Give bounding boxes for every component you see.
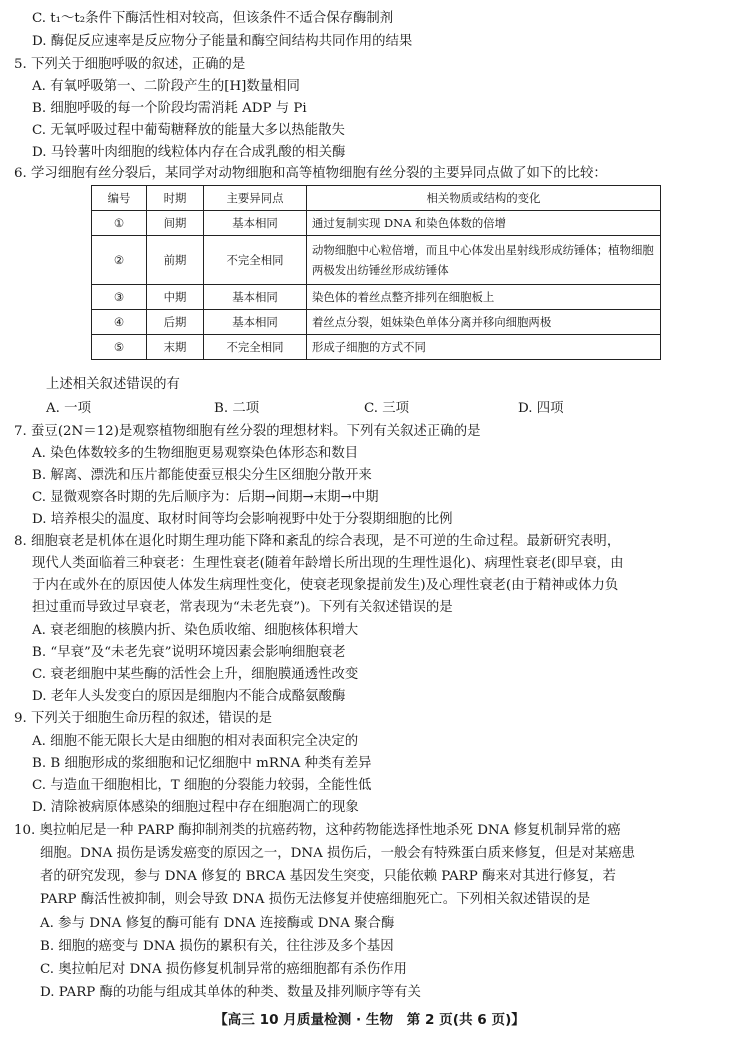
cell-phase: 中期 xyxy=(147,285,204,310)
q9-option-a: A. 细胞不能无限长大是由细胞的相对表面积完全决定的 xyxy=(32,734,359,749)
q7-option-a: A. 染色体数较多的生物细胞更易观察染色体形态和数目 xyxy=(32,446,359,461)
q6-option-a: A. 一项 xyxy=(46,401,91,416)
q5-option-b: B. 细胞呼吸的每一个阶段均需消耗 ADP 与 Pi xyxy=(32,101,307,116)
cell-number: ① xyxy=(92,211,147,236)
q6-option-c: C. 三项 xyxy=(364,401,410,416)
cell-phase: 间期 xyxy=(147,211,204,236)
q7-option-b: B. 解离、漂洗和压片都能使蚕豆根尖分生区细胞分散开来 xyxy=(32,468,372,483)
q9-stem: 9. 下列关于细胞生命历程的叙述，错误的是 xyxy=(14,711,273,726)
q10-stem-line-1: 10. 奥拉帕尼是一种 PARP 酶抑制剂类的抗癌药物，这种药物能选择性地杀死 DNA 修复机制异常的癌 xyxy=(14,823,621,838)
q8-stem-line-1: 8. 细胞衰老是机体在退化时期生理功能下降和紊乱的综合表现，是不可逆的生命过程。最新研究表明， xyxy=(14,534,621,549)
table-header-row xyxy=(92,186,661,211)
table-row xyxy=(92,211,661,236)
q8-stem-line-4: 担过重而导致过早衰老，常表现为“未老先衰”)。下列有关叙述错误的是 xyxy=(32,600,453,615)
table-row xyxy=(92,310,661,335)
q5-option-d: D. 马铃薯叶肉细胞的线粒体内存在合成乳酸的相关酶 xyxy=(32,145,346,160)
cell-phase: 前期 xyxy=(147,236,204,285)
q8-option-d: D. 老年人头发变白的原因是细胞内不能合成酪氨酸酶 xyxy=(32,689,346,704)
cell-change: 染色体的着丝点整齐排列在细胞板上 xyxy=(307,285,661,310)
q6-option-b: B. 二项 xyxy=(214,401,260,416)
header-number: 编号 xyxy=(92,186,147,211)
q9-option-c: C. 与造血干细胞相比，T 细胞的分裂能力较弱，全能性低 xyxy=(32,778,372,793)
cell-difference: 不完全相同 xyxy=(204,236,307,285)
cell-difference: 基本相同 xyxy=(204,310,307,335)
q8-stem-line-3: 于内在或外在的原因使人体发生病理性变化，使衰老现象提前发生)及心理性衰老(由于精神或体力负 xyxy=(32,578,619,593)
comparison-table xyxy=(91,185,661,360)
cell-phase: 后期 xyxy=(147,310,204,335)
q8-stem-line-2: 现代人类面临着三种衰老：生理性衰老(随着年龄增长所出现的生理性退化)、病理性衰老(即早衰，由 xyxy=(32,556,624,571)
q5-option-a: A. 有氧呼吸第一、二阶段产生的[H]数量相同 xyxy=(32,79,300,94)
table-row xyxy=(92,285,661,310)
cell-change: 通过复制实现 DNA 和染色体数的倍增 xyxy=(307,211,661,236)
cell-change: 形成子细胞的方式不同 xyxy=(307,335,661,360)
q8-option-a: A. 衰老细胞的核膜内折、染色质收缩、细胞核体积增大 xyxy=(32,623,359,638)
table-row xyxy=(92,335,661,360)
q4-option-c: C. t₁～t₂条件下酶活性相对较高，但该条件不适合保存酶制剂 xyxy=(32,11,394,26)
page-footer: 【高三 10 月质量检测 · 生物 第 2 页(共 6 页)】 xyxy=(214,1012,525,1028)
cell-change: 动物细胞中心粒倍增，而且中心体发出星射线形成纺锤体；植物细胞两极发出纺锤丝形成纺锤体 xyxy=(307,236,661,285)
q10-option-d: D. PARP 酶的功能与组成其单体的种类、数量及排列顺序等有关 xyxy=(40,985,421,1000)
q10-stem-line-3: 者的研究发现，参与 DNA 修复的 BRCA 基因发生突变，只能依赖 PARP 酶来对其进行修复，若 xyxy=(40,869,616,884)
cell-difference: 基本相同 xyxy=(204,285,307,310)
q10-option-c: C. 奥拉帕尼对 DNA 损伤修复机制异常的癌细胞都有杀伤作用 xyxy=(40,962,407,977)
cell-phase: 末期 xyxy=(147,335,204,360)
q7-option-c: C. 显微观察各时期的先后顺序为：后期→间期→末期→中期 xyxy=(32,490,379,505)
q7-stem: 7. 蚕豆(2N＝12)是观察植物细胞有丝分裂的理想材料。下列有关叙述正确的是 xyxy=(14,424,481,439)
header-change: 相关物质或结构的变化 xyxy=(307,186,661,211)
cell-difference: 不完全相同 xyxy=(204,335,307,360)
q5-stem: 5. 下列关于细胞呼吸的叙述，正确的是 xyxy=(14,57,246,72)
q9-option-b: B. B 细胞形成的浆细胞和记忆细胞中 mRNA 种类有差异 xyxy=(32,756,372,771)
q6-question: 上述相关叙述错误的有 xyxy=(46,377,180,392)
q10-stem-line-4: PARP 酶活性被抑制，则会导致 DNA 损伤无法修复并使癌细胞死亡。下列相关叙述错误的是 xyxy=(40,892,591,907)
q9-option-d: D. 清除被病原体感染的细胞过程中存在细胞凋亡的现象 xyxy=(32,800,359,815)
q10-stem-line-2: 细胞。DNA 损伤是诱发癌变的原因之一，DNA 损伤后，一般会有特殊蛋白质来修复，但是对某癌患 xyxy=(40,846,635,861)
table-row xyxy=(92,236,661,285)
q10-option-a: A. 参与 DNA 修复的酶可能有 DNA 连接酶或 DNA 聚合酶 xyxy=(40,916,395,931)
header-difference: 主要异同点 xyxy=(204,186,307,211)
q7-option-d: D. 培养根尖的温度、取材时间等均会影响视野中处于分裂期细胞的比例 xyxy=(32,512,453,527)
q6-stem: 6. 学习细胞有丝分裂后，某同学对动物细胞和高等植物细胞有丝分裂的主要异同点做了如下的比较： xyxy=(14,166,607,181)
header-phase: 时期 xyxy=(147,186,204,211)
q10-option-b: B. 细胞的癌变与 DNA 损伤的累积有关，往往涉及多个基因 xyxy=(40,939,394,954)
q8-option-c: C. 衰老细胞中某些酶的活性会上升，细胞膜通透性改变 xyxy=(32,667,359,682)
cell-number: ⑤ xyxy=(92,335,147,360)
q5-option-c: C. 无氧呼吸过程中葡萄糖释放的能量大多以热能散失 xyxy=(32,123,345,138)
q8-option-b: B. “早衰”及“未老先衰”说明环境因素会影响细胞衰老 xyxy=(32,645,346,660)
cell-number: ③ xyxy=(92,285,147,310)
q6-option-d: D. 四项 xyxy=(518,401,564,416)
cell-difference: 基本相同 xyxy=(204,211,307,236)
cell-change: 着丝点分裂，姐妹染色单体分离并移向细胞两极 xyxy=(307,310,661,335)
cell-number: ② xyxy=(92,236,147,285)
cell-number: ④ xyxy=(92,310,147,335)
q4-option-d: D. 酶促反应速率是反应物分子能量和酶空间结构共同作用的结果 xyxy=(32,34,413,49)
